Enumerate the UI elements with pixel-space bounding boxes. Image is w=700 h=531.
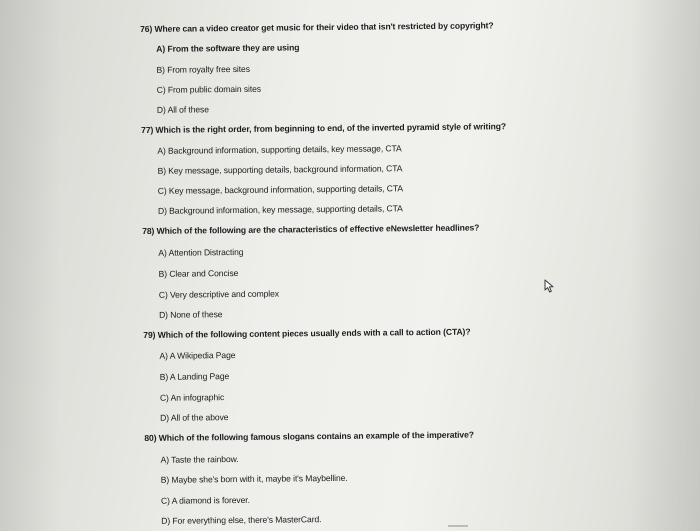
question-78-option-d: D) None of these (158, 309, 223, 320)
question-76-option-c: C) From public domain sites (156, 83, 262, 95)
page-bottom-mark (448, 525, 468, 527)
question-80-option-d: D) For everything else, there's MasterCard. (161, 514, 322, 526)
question-78: 78) Which of the following are the characteristics of effective eNewsletter headlines? (142, 222, 480, 236)
question-80: 80) Which of the following famous slogans contains an example of the imperative? (144, 429, 474, 443)
question-80-option-b: B) Maybe she's born with it, maybe it's Maybelline. (160, 472, 348, 485)
question-79: 79) Which of the following content pieces usually ends with a call to action (CTA)? (143, 326, 471, 340)
question-76-option-a: A) From the software they are using (156, 42, 300, 54)
question-79-option-b: B) A Landing Page (159, 371, 230, 382)
question-78-option-c: C) Very descriptive and complex (158, 288, 280, 300)
photo-left-shadow (0, 0, 60, 531)
question-79-option-d: D) All of the above (160, 412, 229, 423)
question-76-option-b: B) From royalty free sites (156, 63, 250, 75)
photo-right-shadow (630, 0, 700, 531)
quiz-document (140, 19, 640, 526)
question-76: 76) Where can a video creator get music for their video that isn't restricted by copyright? (140, 20, 494, 34)
question-77-option-d: D) Background information, key message, supporting details, CTA (157, 203, 403, 216)
question-77-option-a: A) Background information, supporting details, key message, CTA (157, 143, 402, 156)
question-79-option-c: C) An infographic (159, 392, 225, 403)
question-77: 77) Which is the right order, from beginning to end, of the inverted pyramid style of writing? (141, 121, 507, 135)
question-78-option-b: B) Clear and Concise (158, 267, 239, 279)
question-77-option-c: C) Key message, background information, supporting details, CTA (157, 183, 404, 196)
question-77-option-b: B) Key message, supporting details, background information, CTA (157, 163, 403, 176)
question-78-option-a: A) Attention Distracting (158, 246, 244, 258)
question-80-option-a: A) Taste the rainbow. (160, 453, 239, 465)
question-79-option-a: A) A Wikipedia Page (159, 350, 236, 361)
question-76-option-d: D) All of these (156, 104, 209, 115)
mouse-pointer-icon (544, 279, 556, 293)
question-80-option-c: C) A diamond is forever. (160, 494, 250, 506)
